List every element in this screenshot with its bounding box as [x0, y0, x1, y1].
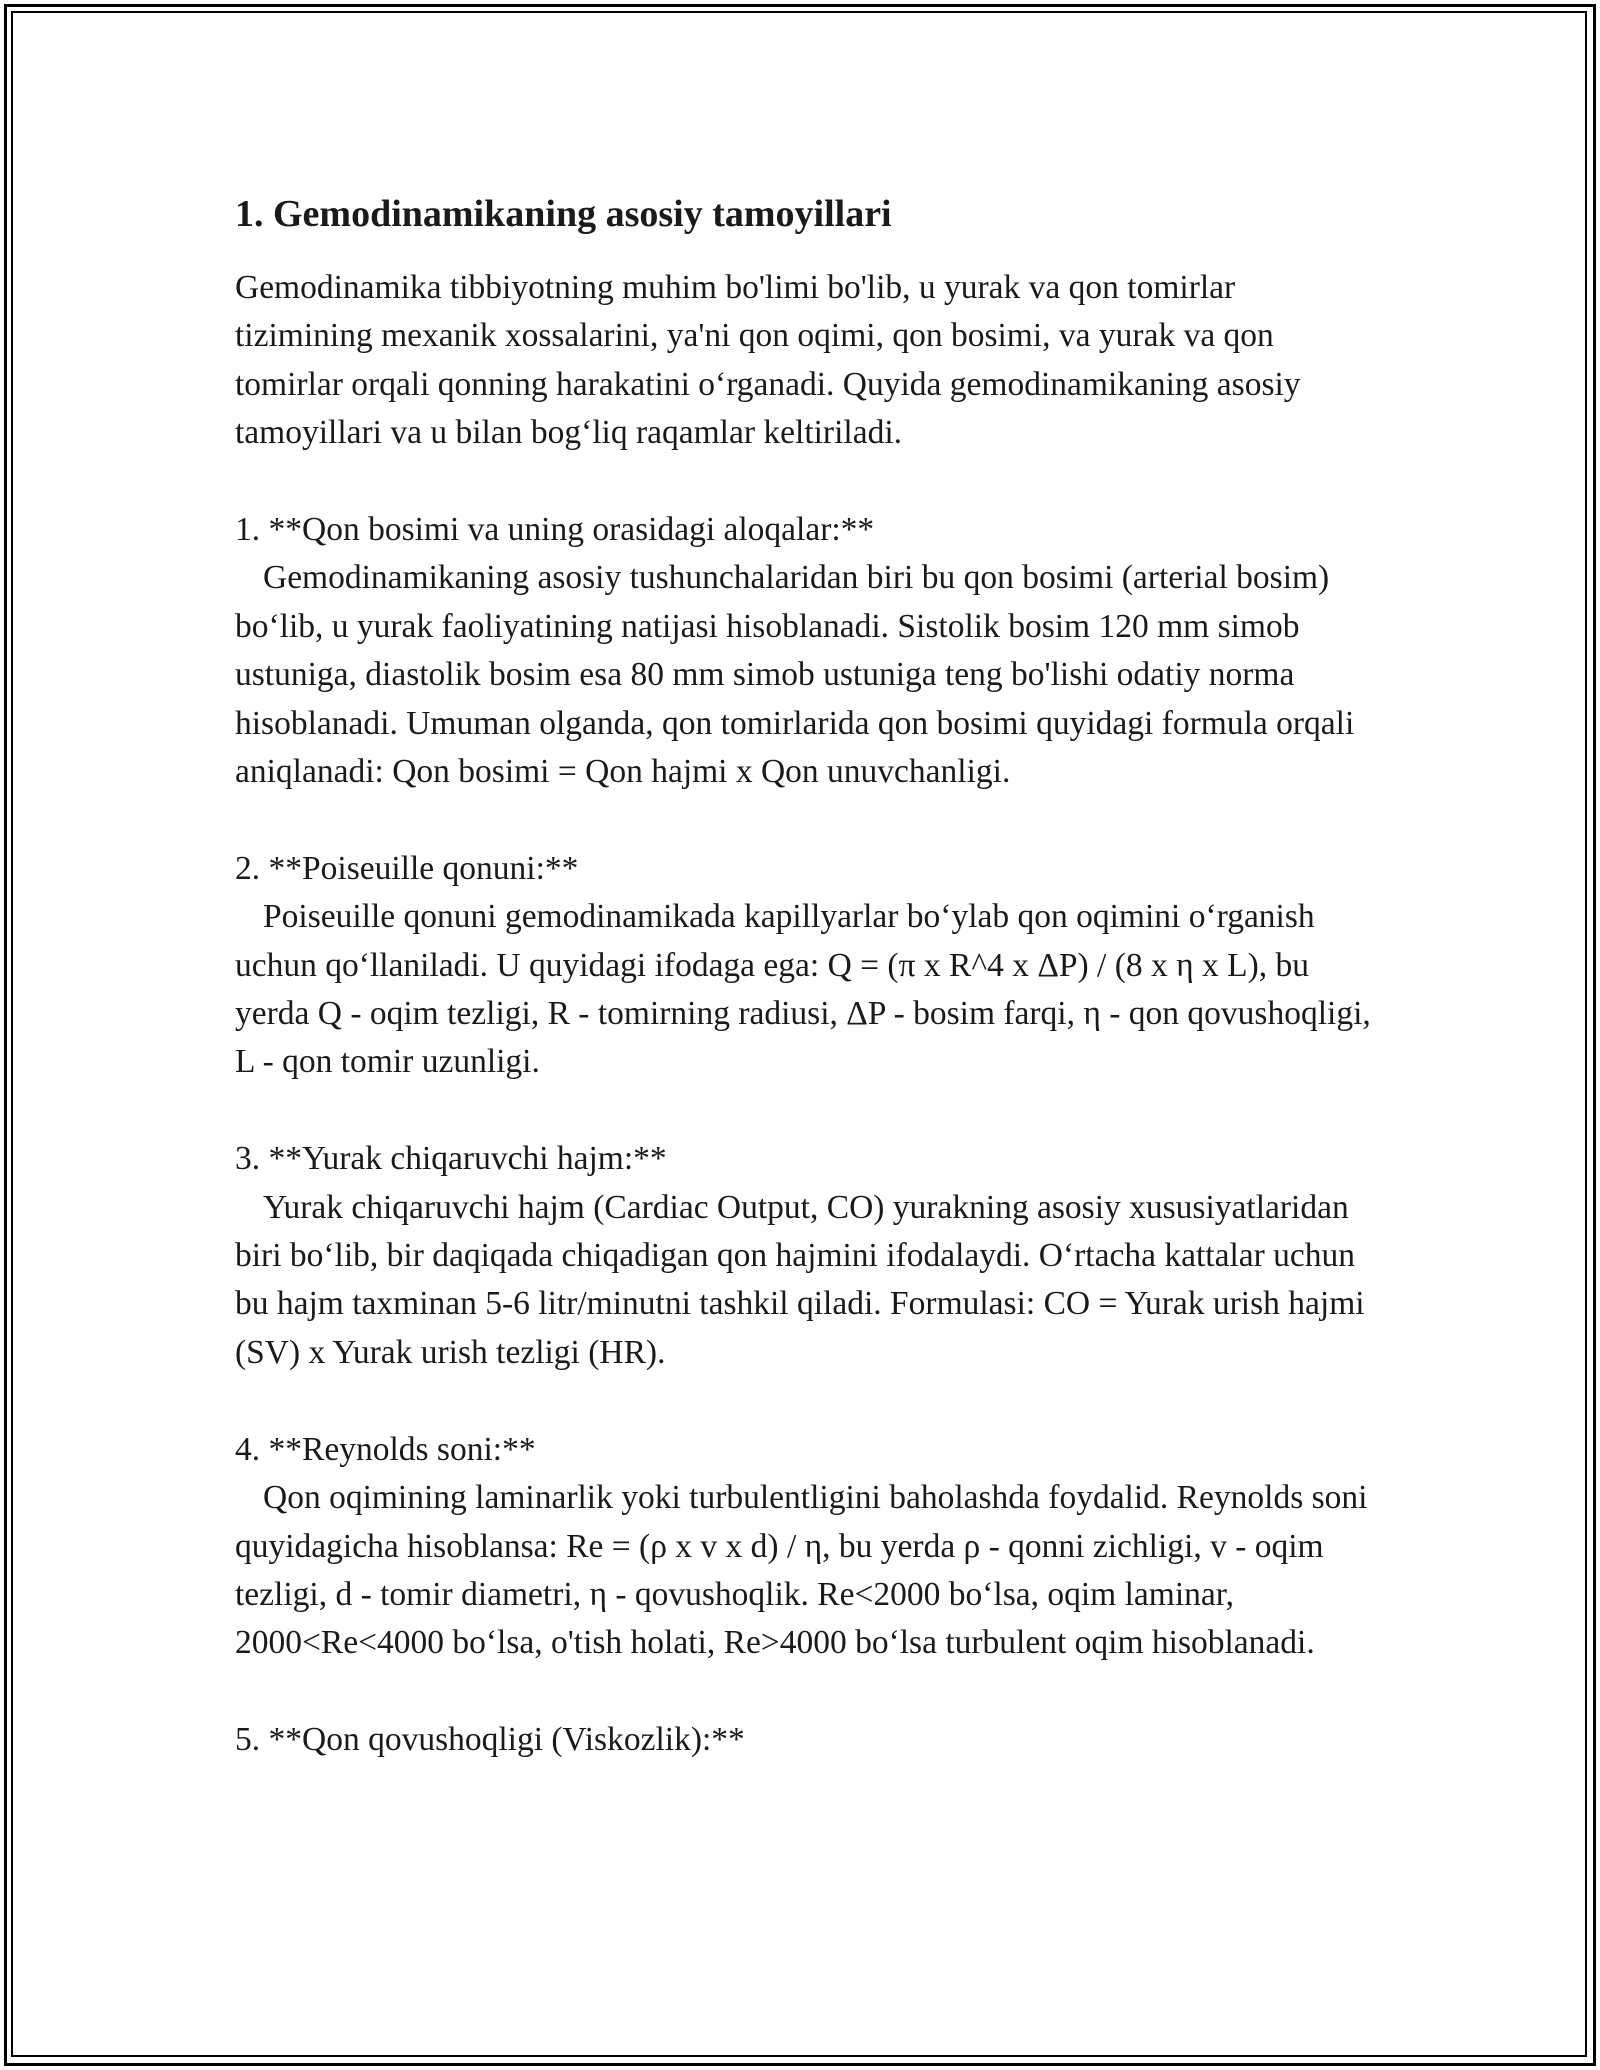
intro-paragraph: Gemodinamika tibbiyotning muhim bo'limi bo'lib, u yurak va qon tomirlar tizimining mexanik xossalarini, ya'ni qon oqimi, qon bosimi, va yurak va qon tomirlar orqali qonning harakatini o‘rganadi. Quyida gemodinamikaning asosiy tamoyillari va u bilan bog‘liq raqamlar keltiriladi. — [235, 269, 1301, 452]
section-blood-viscosity — [235, 1716, 1375, 1764]
section-heading: 4. **Reynolds soni:** — [235, 1430, 536, 1468]
section-heading: 3. **Yurak chiqaruvchi hajm:** — [235, 1140, 667, 1178]
section-blood-pressure — [235, 506, 1375, 796]
document-title: 1. Gemodinamikaning asosiy tamoyillari — [235, 193, 892, 235]
section-heading: 1. **Qon bosimi va uning orasidagi aloqalar:** — [235, 511, 875, 549]
section-body: Gemodinamikaning asosiy tushunchalaridan biri bu qon bosimi (arterial bosim) bo‘lib, u yurak faoliyatining natijasi hisoblanadi. Sistolik bosim 120 mm simob ustuniga, diastolik bosim esa 80 mm simob ustuniga teng bo'lishi odatiy norma hisoblanadi. Umuman olganda, qon tomirlarida qon bosimi quyidagi formula orqali aniqlanadi: Qon bosimi = Qon hajmi x Qon unuvchanligi. — [235, 559, 1355, 791]
document-content — [235, 184, 1375, 1813]
section-cardiac-output — [235, 1135, 1375, 1377]
section-body: Qon oqimining laminarlik yoki turbulentligini baholashda foydalid. Reynolds soni quyidagicha hisoblansa: Re = (ρ x v x d) / η, bu yerda ρ - qonni zichligi, v - oqim tezligi, d - tomir diametri, η - qovushoqlik. Re<2000 bo‘lsa, oqim laminar, 2000<Re<4000 bo‘lsa, o'tish holati, Re>4000 bo‘lsa turbulent oqim hisoblanadi. — [235, 1479, 1368, 1662]
section-reynolds-number — [235, 1426, 1375, 1668]
section-body: Poiseuille qonuni gemodinamikada kapillyarlar bo‘ylab qon oqimini o‘rganish uchun qo‘llaniladi. U quyidagi ifodaga ega: Q = (π x R^4 x ΔP) / (8 x η x L), bu yerda Q - oqim tezligi, R - tomirning radiusi, ΔP - bosim farqi, η - qon qovushoqligi, L - qon tomir uzunligi. — [235, 898, 1371, 1081]
section-heading: 2. **Poiseuille qonuni:** — [235, 849, 579, 887]
section-poiseuille-law — [235, 845, 1375, 1087]
section-heading: 5. **Qon qovushoqligi (Viskozlik):** — [235, 1721, 745, 1759]
section-body: Yurak chiqaruvchi hajm (Cardiac Output, CO) yurakning asosiy xususiyatlaridan biri bo‘lib, bir daqiqada chiqadigan qon hajmini ifodalaydi. O‘rtacha kattalar uchun bu hajm taxminan 5-6 litr/minutni tashkil qiladi. Formulasi: CO = Yurak urish hajmi (SV) x Yurak urish tezligi (HR). — [235, 1188, 1365, 1371]
